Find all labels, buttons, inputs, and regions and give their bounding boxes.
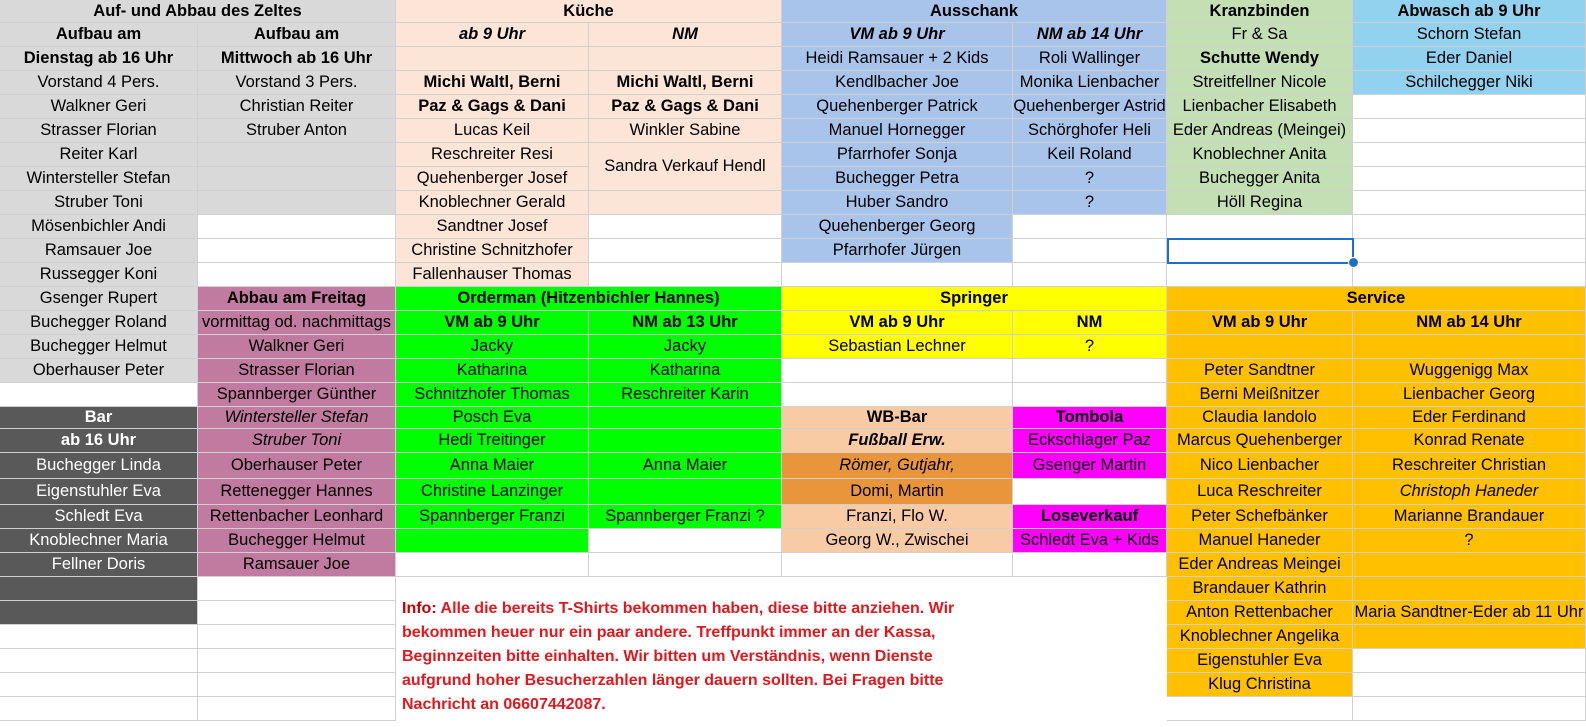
empty-cell[interactable] <box>589 215 782 239</box>
cell[interactable]: Ramsauer Joe <box>0 239 198 263</box>
empty-cell[interactable] <box>396 529 589 553</box>
cell[interactable]: Heidi Ramsauer + 2 Kids <box>782 47 1013 71</box>
empty-cell[interactable] <box>198 649 396 673</box>
cell[interactable]: Dienstag ab 16 Uhr <box>0 47 198 71</box>
empty-cell[interactable] <box>1353 191 1586 215</box>
empty-cell[interactable] <box>198 215 396 239</box>
empty-cell[interactable] <box>1013 239 1167 263</box>
cell[interactable]: Schledt Eva + Kids <box>1013 529 1167 553</box>
cell[interactable]: Katharina <box>396 359 589 383</box>
cell[interactable]: Posch Eva <box>396 407 589 429</box>
cell[interactable]: Ramsauer Joe <box>198 553 396 577</box>
cell[interactable]: Spannberger Franzi <box>396 505 589 529</box>
empty-cell[interactable] <box>589 429 782 453</box>
cell[interactable]: Lienbacher Elisabeth <box>1167 95 1353 119</box>
cell[interactable]: Strasser Florian <box>0 119 198 143</box>
cell[interactable]: Berni Meißnitzer <box>1167 383 1353 407</box>
cell[interactable]: Katharina <box>589 359 782 383</box>
empty-cell[interactable] <box>1353 143 1586 167</box>
cell[interactable]: Schutte Wendy <box>1167 47 1353 71</box>
empty-cell[interactable] <box>1353 95 1586 119</box>
cell[interactable]: Spannberger Günther <box>198 383 396 407</box>
cell[interactable]: Römer, Gutjahr, <box>782 453 1013 479</box>
empty-cell[interactable] <box>589 239 782 263</box>
cell[interactable]: ? <box>1353 529 1586 553</box>
cell[interactable]: Jacky <box>589 335 782 359</box>
info-text: Alle die bereits T-Shirts bekommen haben, diese bitte anziehen. Wir bekommen heuer nur ein paar andere. Treffpunkt immer an der Kassa, Beginnzeiten bitte einhalten. Wir bitten um Verständnis, wenn Dienste aufgrund hoher Besucherzahlen länger dauern sollten. Bei Fragen bitte Nachricht an 06607442087. <box>402 600 955 713</box>
empty-cell[interactable] <box>198 263 396 287</box>
empty-cell[interactable] <box>0 625 198 649</box>
cell[interactable]: Reiter Karl <box>0 143 198 167</box>
cell[interactable]: Anna Maier <box>589 453 782 479</box>
empty-cell[interactable] <box>782 383 1013 407</box>
empty-cell[interactable] <box>1167 335 1353 359</box>
cell[interactable]: Wintersteller Stefan <box>198 407 396 429</box>
cell[interactable]: Schorn Stefan <box>1353 23 1586 47</box>
cell[interactable]: ? <box>1013 191 1167 215</box>
cell[interactable]: Loseverkauf <box>1013 505 1167 529</box>
cell[interactable]: Walkner Geri <box>198 335 396 359</box>
empty-cell[interactable] <box>1167 697 1353 721</box>
cell[interactable]: ab 16 Uhr <box>0 429 198 453</box>
cell[interactable]: Buchegger Petra <box>782 167 1013 191</box>
empty-cell[interactable] <box>1013 479 1167 505</box>
fill-handle[interactable] <box>1348 257 1359 268</box>
empty-cell[interactable] <box>0 601 198 625</box>
cell[interactable]: Christian Reiter <box>198 95 396 119</box>
cell[interactable]: Knoblechner Maria <box>0 529 198 553</box>
cell[interactable]: Georg W., Zwischei <box>782 529 1013 553</box>
empty-cell[interactable] <box>198 143 396 167</box>
empty-cell[interactable] <box>589 479 782 505</box>
cell[interactable]: Lucas Keil <box>396 119 589 143</box>
cell[interactable]: Buchegger Helmut <box>0 335 198 359</box>
cell[interactable]: Roli Wallinger <box>1013 47 1167 71</box>
empty-cell[interactable] <box>589 407 782 429</box>
cell[interactable]: Struber Anton <box>198 119 396 143</box>
cell[interactable]: Schilchegger Niki <box>1353 71 1586 95</box>
cell[interactable]: Knoblechner Anita <box>1167 143 1353 167</box>
cell[interactable]: VM ab 9 Uhr <box>396 311 589 335</box>
empty-cell[interactable] <box>782 553 1013 577</box>
empty-cell[interactable] <box>0 673 198 697</box>
cell[interactable]: Monika Lienbacher <box>1013 71 1167 95</box>
empty-cell[interactable] <box>782 263 1013 287</box>
cell[interactable]: Schledt Eva <box>0 505 198 529</box>
cell[interactable]: Fellner Doris <box>0 553 198 577</box>
empty-cell[interactable] <box>396 553 589 577</box>
cell[interactable]: Walkner Geri <box>0 95 198 119</box>
empty-cell[interactable] <box>198 697 396 721</box>
empty-cell[interactable] <box>589 529 782 553</box>
cell[interactable]: Peter Sandtner <box>1167 359 1353 383</box>
cell[interactable]: Vorstand 4 Pers. <box>0 71 198 95</box>
cell[interactable]: Paz & Gags & Dani <box>396 95 589 119</box>
empty-cell[interactable] <box>1013 383 1167 407</box>
cell[interactable]: NM <box>589 23 782 47</box>
cell[interactable]: Tombola <box>1013 407 1167 429</box>
cell[interactable]: Struber Toni <box>0 191 198 215</box>
empty-cell[interactable] <box>0 383 198 407</box>
cell[interactable]: Marianne Brandauer <box>1353 505 1586 529</box>
cell[interactable]: Peter Schefbänker <box>1167 505 1353 529</box>
cell[interactable]: VM ab 9 Uhr <box>782 23 1013 47</box>
empty-cell[interactable] <box>1353 697 1586 721</box>
cell[interactable]: Springer <box>782 287 1167 311</box>
cell[interactable]: Domi, Martin <box>782 479 1013 505</box>
cell[interactable]: Auf- und Abbau des Zeltes <box>0 0 396 23</box>
cell[interactable]: Eder Daniel <box>1353 47 1586 71</box>
cell[interactable]: Aufbau am <box>0 23 198 47</box>
cell[interactable]: Claudia Iandolo <box>1167 407 1353 429</box>
empty-cell[interactable] <box>589 191 782 215</box>
cell[interactable]: Service <box>1167 287 1586 311</box>
cell[interactable]: Fr & Sa <box>1167 23 1353 47</box>
empty-cell[interactable] <box>0 697 198 721</box>
cell[interactable]: Fußball Erw. <box>782 429 1013 453</box>
cell[interactable]: Klug Christina <box>1167 673 1353 697</box>
cell[interactable]: Knoblechner Angelika <box>1167 625 1353 649</box>
cell[interactable]: Winkler Sabine <box>589 119 782 143</box>
cell[interactable]: Reschreiter Resi <box>396 143 589 167</box>
empty-cell[interactable] <box>1353 119 1586 143</box>
cell[interactable]: Christine Schnitzhofer <box>396 239 589 263</box>
cell[interactable]: Reschreiter Karin <box>589 383 782 407</box>
cell[interactable]: VM ab 9 Uhr <box>782 311 1013 335</box>
cell[interactable]: Marcus Quehenberger <box>1167 429 1353 453</box>
cell[interactable]: Oberhauser Peter <box>198 453 396 479</box>
cell[interactable]: Paz & Gags & Dani <box>589 95 782 119</box>
cell[interactable]: Christine Lanzinger <box>396 479 589 505</box>
cell[interactable]: Schnitzhofer Thomas <box>396 383 589 407</box>
empty-cell[interactable] <box>1353 167 1586 191</box>
cell[interactable]: Orderman (Hitzenbichler Hannes) <box>396 287 782 311</box>
cell[interactable]: Eder Andreas (Meingei) <box>1167 119 1353 143</box>
empty-cell[interactable] <box>1167 263 1353 287</box>
cell[interactable]: Bar <box>0 407 198 429</box>
cell[interactable]: Gsenger Rupert <box>0 287 198 311</box>
empty-cell[interactable] <box>1013 553 1167 577</box>
cell[interactable]: Fallenhauser Thomas <box>396 263 589 287</box>
cell[interactable]: Christoph Haneder <box>1353 479 1586 505</box>
empty-cell[interactable] <box>1353 335 1586 359</box>
cell[interactable]: Strasser Florian <box>198 359 396 383</box>
empty-cell[interactable] <box>1013 359 1167 383</box>
cell[interactable]: Anton Rettenbacher <box>1167 601 1353 625</box>
cell[interactable]: Hedi Treitinger <box>396 429 589 453</box>
cell[interactable]: Konrad Renate <box>1353 429 1586 453</box>
cell[interactable]: Buchegger Helmut <box>198 529 396 553</box>
empty-cell[interactable] <box>1353 577 1586 601</box>
empty-cell[interactable] <box>589 553 782 577</box>
cell[interactable]: NM ab 13 Uhr <box>589 311 782 335</box>
empty-cell[interactable] <box>1167 215 1353 239</box>
cell[interactable]: Eder Andreas Meingei <box>1167 553 1353 577</box>
empty-cell[interactable] <box>1013 263 1167 287</box>
empty-cell[interactable] <box>1353 239 1586 263</box>
empty-cell[interactable] <box>198 625 396 649</box>
empty-cell[interactable] <box>1167 239 1353 263</box>
cell[interactable]: Abwasch ab 9 Uhr <box>1353 0 1586 23</box>
cell[interactable]: Anna Maier <box>396 453 589 479</box>
empty-cell[interactable] <box>589 47 782 71</box>
cell[interactable]: Wuggenigg Max <box>1353 359 1586 383</box>
cell[interactable]: Maria Sandtner-Eder ab 11 Uhr <box>1353 601 1586 625</box>
cell[interactable]: Eigenstuhler Eva <box>1167 649 1353 673</box>
cell[interactable]: Sandra Verkauf Hendl <box>589 143 782 191</box>
cell[interactable]: Mösenbichler Andi <box>0 215 198 239</box>
cell[interactable]: Wintersteller Stefan <box>0 167 198 191</box>
cell[interactable]: Sandtner Josef <box>396 215 589 239</box>
cell[interactable]: Quehenberger Patrick <box>782 95 1013 119</box>
cell[interactable]: NM ab 14 Uhr <box>1353 311 1586 335</box>
cell[interactable]: Franzi, Flo W. <box>782 505 1013 529</box>
empty-cell[interactable] <box>198 191 396 215</box>
info-label: Info: <box>402 600 437 617</box>
cell[interactable]: ? <box>1013 167 1167 191</box>
empty-cell[interactable] <box>589 263 782 287</box>
cell[interactable]: Mittwoch ab 16 Uhr <box>198 47 396 71</box>
cell[interactable]: Russegger Koni <box>0 263 198 287</box>
cell[interactable]: Lienbacher Georg <box>1353 383 1586 407</box>
cell[interactable]: Eckschlager Paz <box>1013 429 1167 453</box>
cell[interactable]: Kranzbinden <box>1167 0 1353 23</box>
cell[interactable]: Kendlbacher Joe <box>782 71 1013 95</box>
cell[interactable]: Ausschank <box>782 0 1167 23</box>
cell[interactable]: NM ab 14 Uhr <box>1013 23 1167 47</box>
cell[interactable]: Keil Roland <box>1013 143 1167 167</box>
cell[interactable]: Schörghofer Heli <box>1013 119 1167 143</box>
cell[interactable]: Brandauer Kathrin <box>1167 577 1353 601</box>
cell[interactable]: Struber Toni <box>198 429 396 453</box>
cell[interactable]: Nico Lienbacher <box>1167 453 1353 479</box>
cell[interactable]: Höll Regina <box>1167 191 1353 215</box>
cell[interactable]: Spannberger Franzi ? <box>589 505 782 529</box>
cell[interactable]: Jacky <box>396 335 589 359</box>
empty-cell[interactable] <box>198 239 396 263</box>
cell[interactable]: Quehenberger Astrid <box>1013 95 1167 119</box>
empty-cell[interactable] <box>1353 649 1586 673</box>
cell[interactable]: Pfarrhofer Sonja <box>782 143 1013 167</box>
empty-cell[interactable] <box>1353 553 1586 577</box>
cell[interactable]: Quehenberger Georg <box>782 215 1013 239</box>
cell[interactable]: Eder Ferdinand <box>1353 407 1586 429</box>
cell[interactable]: Gsenger Martin <box>1013 453 1167 479</box>
cell[interactable]: Abbau am Freitag <box>198 287 396 311</box>
cell[interactable]: ab 9 Uhr <box>396 23 589 47</box>
cell[interactable]: Buchegger Roland <box>0 311 198 335</box>
empty-cell[interactable] <box>396 47 589 71</box>
cell[interactable]: Rettenbacher Leonhard <box>198 505 396 529</box>
cell[interactable]: WB-Bar <box>782 407 1013 429</box>
cell[interactable]: Reschreiter Christian <box>1353 453 1586 479</box>
empty-cell[interactable] <box>1013 215 1167 239</box>
cell[interactable]: VM ab 9 Uhr <box>1167 311 1353 335</box>
cell[interactable]: Michi Waltl, Berni <box>589 71 782 95</box>
cell[interactable]: Streitfellner Nicole <box>1167 71 1353 95</box>
empty-cell[interactable] <box>198 577 396 601</box>
empty-cell[interactable] <box>198 167 396 191</box>
cell[interactable]: Michi Waltl, Berni <box>396 71 589 95</box>
cell[interactable]: Buchegger Linda <box>0 453 198 479</box>
cell[interactable]: Aufbau am <box>198 23 396 47</box>
empty-cell[interactable] <box>1353 673 1586 697</box>
info-note[interactable] <box>402 597 992 717</box>
cell[interactable]: Sebastian Lechner <box>782 335 1013 359</box>
cell[interactable]: Manuel Haneder <box>1167 529 1353 553</box>
empty-cell[interactable] <box>1353 625 1586 649</box>
empty-cell[interactable] <box>1353 263 1586 287</box>
cell[interactable]: Eigenstuhler Eva <box>0 479 198 505</box>
cell[interactable]: ? <box>1013 335 1167 359</box>
cell[interactable]: Vorstand 3 Pers. <box>198 71 396 95</box>
cell[interactable]: Küche <box>396 0 782 23</box>
empty-cell[interactable] <box>198 673 396 697</box>
empty-cell[interactable] <box>0 649 198 673</box>
cell[interactable]: Rettenegger Hannes <box>198 479 396 505</box>
cell[interactable]: Quehenberger Josef <box>396 167 589 191</box>
empty-cell[interactable] <box>1353 215 1586 239</box>
cell[interactable]: Huber Sandro <box>782 191 1013 215</box>
cell[interactable]: Luca Reschreiter <box>1167 479 1353 505</box>
cell[interactable]: NM <box>1013 311 1167 335</box>
empty-cell[interactable] <box>0 577 198 601</box>
empty-cell[interactable] <box>782 359 1013 383</box>
cell[interactable]: Buchegger Anita <box>1167 167 1353 191</box>
cell[interactable]: Knoblechner Gerald <box>396 191 589 215</box>
cell[interactable]: vormittag od. nachmittags <box>198 311 396 335</box>
empty-cell[interactable] <box>198 601 396 625</box>
cell[interactable]: Oberhauser Peter <box>0 359 198 383</box>
cell[interactable]: Manuel Hornegger <box>782 119 1013 143</box>
cell[interactable]: Pfarrhofer Jürgen <box>782 239 1013 263</box>
